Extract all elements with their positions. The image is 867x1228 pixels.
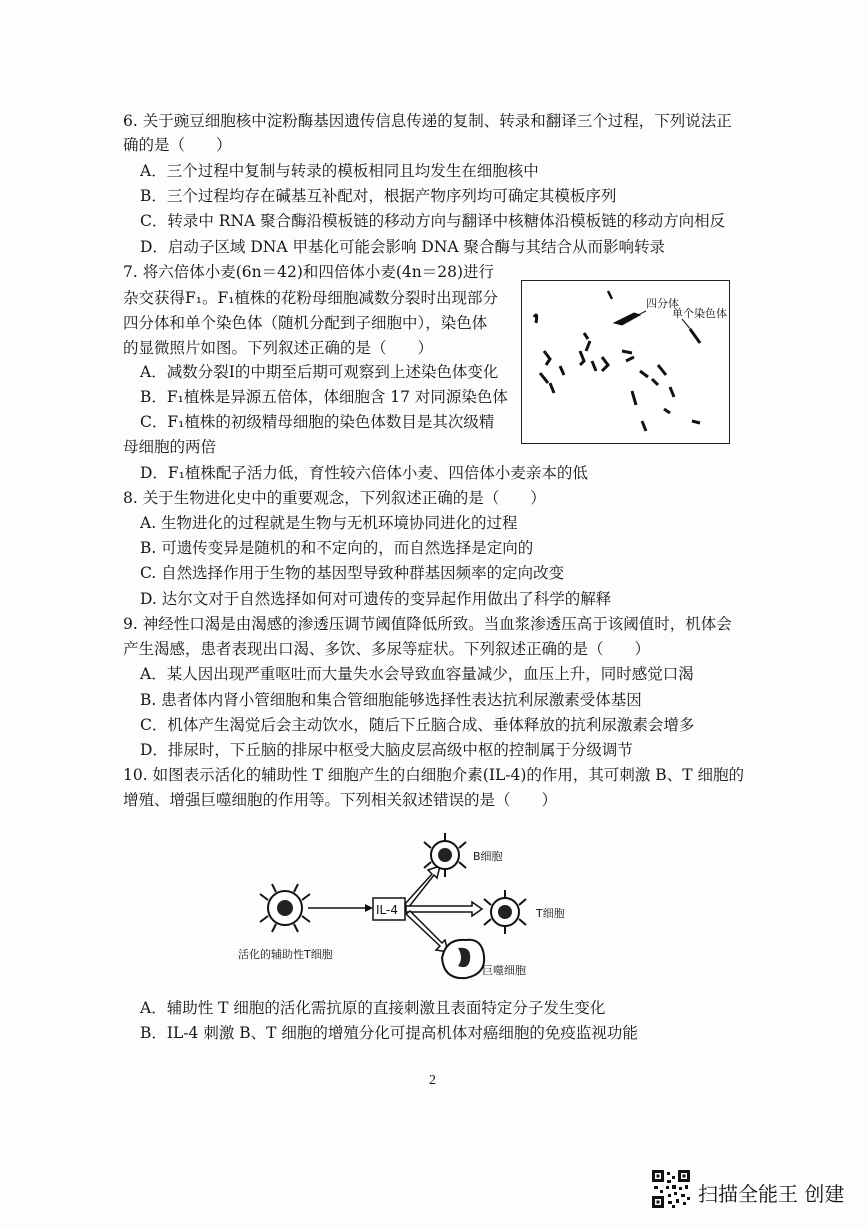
page-number: 2 xyxy=(429,1073,436,1088)
chromosome-micrograph xyxy=(521,280,730,444)
q8-stem: 8. 关于生物进化史中的重要观念，下列叙述正确的是（ ） xyxy=(123,489,546,507)
q7-option-d: D．F₁植株配子活力低，育性较六倍体小麦、四倍体小麦亲本的低 xyxy=(140,464,588,482)
q8-option-a: A. 生物进化的过程就是生物与无机环境协同进化的过程 xyxy=(140,514,518,532)
b-cell-label: B细胞 xyxy=(473,850,503,863)
watermark-text: 扫描全能王 创建 xyxy=(698,1182,845,1206)
q7-stem-line2: 杂交获得F₁。F₁植株的花粉母细胞减数分裂时出现部分 xyxy=(123,289,498,307)
q10-option-b: B．IL-4 刺激 B、T 细胞的增殖分化可提高机体对癌细胞的免疫监视功能 xyxy=(140,1024,638,1042)
q9-stem-line2: 产生渴感，患者表现出口渴、多饮、多尿等症状。下列叙述正确的是（ ） xyxy=(123,640,651,658)
q6-option-b: B．三个过程均存在碱基互补配对，根据产物序列均可确定其模板序列 xyxy=(140,187,617,205)
q7-option-b: B．F₁植株是异源五倍体，体细胞含 17 对同源染色体 xyxy=(140,388,508,406)
macrophage-label: 巨噬细胞 xyxy=(482,964,526,977)
q7-stem-line4: 的显微照片如图。下列叙述正确的是（ ） xyxy=(123,339,434,357)
q6-option-c: C．转录中 RNA 聚合酶沿模板链的移动方向与翻译中核糖体沿模板链的移动方向相反 xyxy=(140,212,726,230)
q6-option-d: D．启动子区域 DNA 甲基化可能会影响 DNA 聚合酶与其结合从而影响转录 xyxy=(140,238,666,256)
q7-stem-line3: 四分体和单个染色体（随机分配到子细胞中），染色体 xyxy=(123,314,488,332)
q10-stem-line2: 增殖、增强巨噬细胞的作用等。下列相关叙述错误的是（ ） xyxy=(123,791,558,809)
chromosome-micrograph-svg xyxy=(522,281,729,443)
q7-option-c-line2: 母细胞的两倍 xyxy=(123,438,217,456)
q6-stem-line2: 确的是（ ） xyxy=(123,136,232,154)
q7-stem-line1: 7. 将六倍体小麦(6n＝42)和四倍体小麦(4n＝28)进行 xyxy=(123,263,495,281)
q9-option-c: C．机体产生渴觉后会主动饮水，随后下丘脑合成、垂体释放的抗利尿激素会增多 xyxy=(140,716,695,734)
qr-code-icon xyxy=(652,1170,690,1208)
tetrad-label: 四分体 xyxy=(646,297,679,310)
q8-option-c: C. 自然选择作用于生物的基因型导致种群基因频率的定向改变 xyxy=(140,564,565,582)
il4-label: IL-4 xyxy=(376,903,398,917)
il4-diagram xyxy=(230,828,590,988)
q9-option-d: D．排尿时，下丘脑的排尿中枢受大脑皮层高级中枢的控制属于分级调节 xyxy=(140,741,633,759)
q6-option-a: A．三个过程中复制与转录的模板相同且均发生在细胞核中 xyxy=(140,162,539,180)
q8-option-d: D. 达尔文对于自然选择如何对可遗传的变异起作用做出了科学的解释 xyxy=(140,590,612,608)
th-cell xyxy=(260,884,310,932)
q7-option-a: A．减数分裂Ⅰ的中期至后期可观察到上述染色体变化 xyxy=(140,363,499,381)
q9-option-a: A．某人因出现严重呕吐而大量失水会导致血容量减少，血压上升，同时感觉口渴 xyxy=(140,665,694,683)
single-chromosome-label: 单个染色体 xyxy=(672,307,727,320)
t-cell xyxy=(484,890,526,934)
q10-stem-line1: 10. 如图表示活化的辅助性 T 细胞产生的白细胞介素(IL-4)的作用，其可刺激 B、T 细胞的 xyxy=(123,766,744,784)
q7-option-c-line1: C．F₁植株的初级精母细胞的染色体数目是其次级精 xyxy=(140,413,495,431)
q9-stem-line1: 9. 神经性口渴是由渴感的渗透压调节阈值降低所致。当血浆渗透压高于该阈值时，机体会 xyxy=(123,615,732,633)
macrophage xyxy=(442,940,484,978)
q8-option-b: B. 可遗传变异是随机的和不定向的，而自然选择是定向的 xyxy=(140,539,534,557)
th-cell-label: 活化的辅助性T细胞 xyxy=(238,948,333,961)
t-cell-label: T细胞 xyxy=(536,907,565,920)
q10-option-a: A．辅助性 T 细胞的活化需抗原的直接刺激且表面特定分子发生变化 xyxy=(140,999,606,1017)
q6-stem-line1: 6. 关于豌豆细胞核中淀粉酶基因遗传信息传递的复制、转录和翻译三个过程，下列说法正 xyxy=(123,112,732,130)
q9-option-b: B. 患者体内肾小管细胞和集合管细胞能够选择性表达抗利尿激素受体基因 xyxy=(140,691,642,709)
